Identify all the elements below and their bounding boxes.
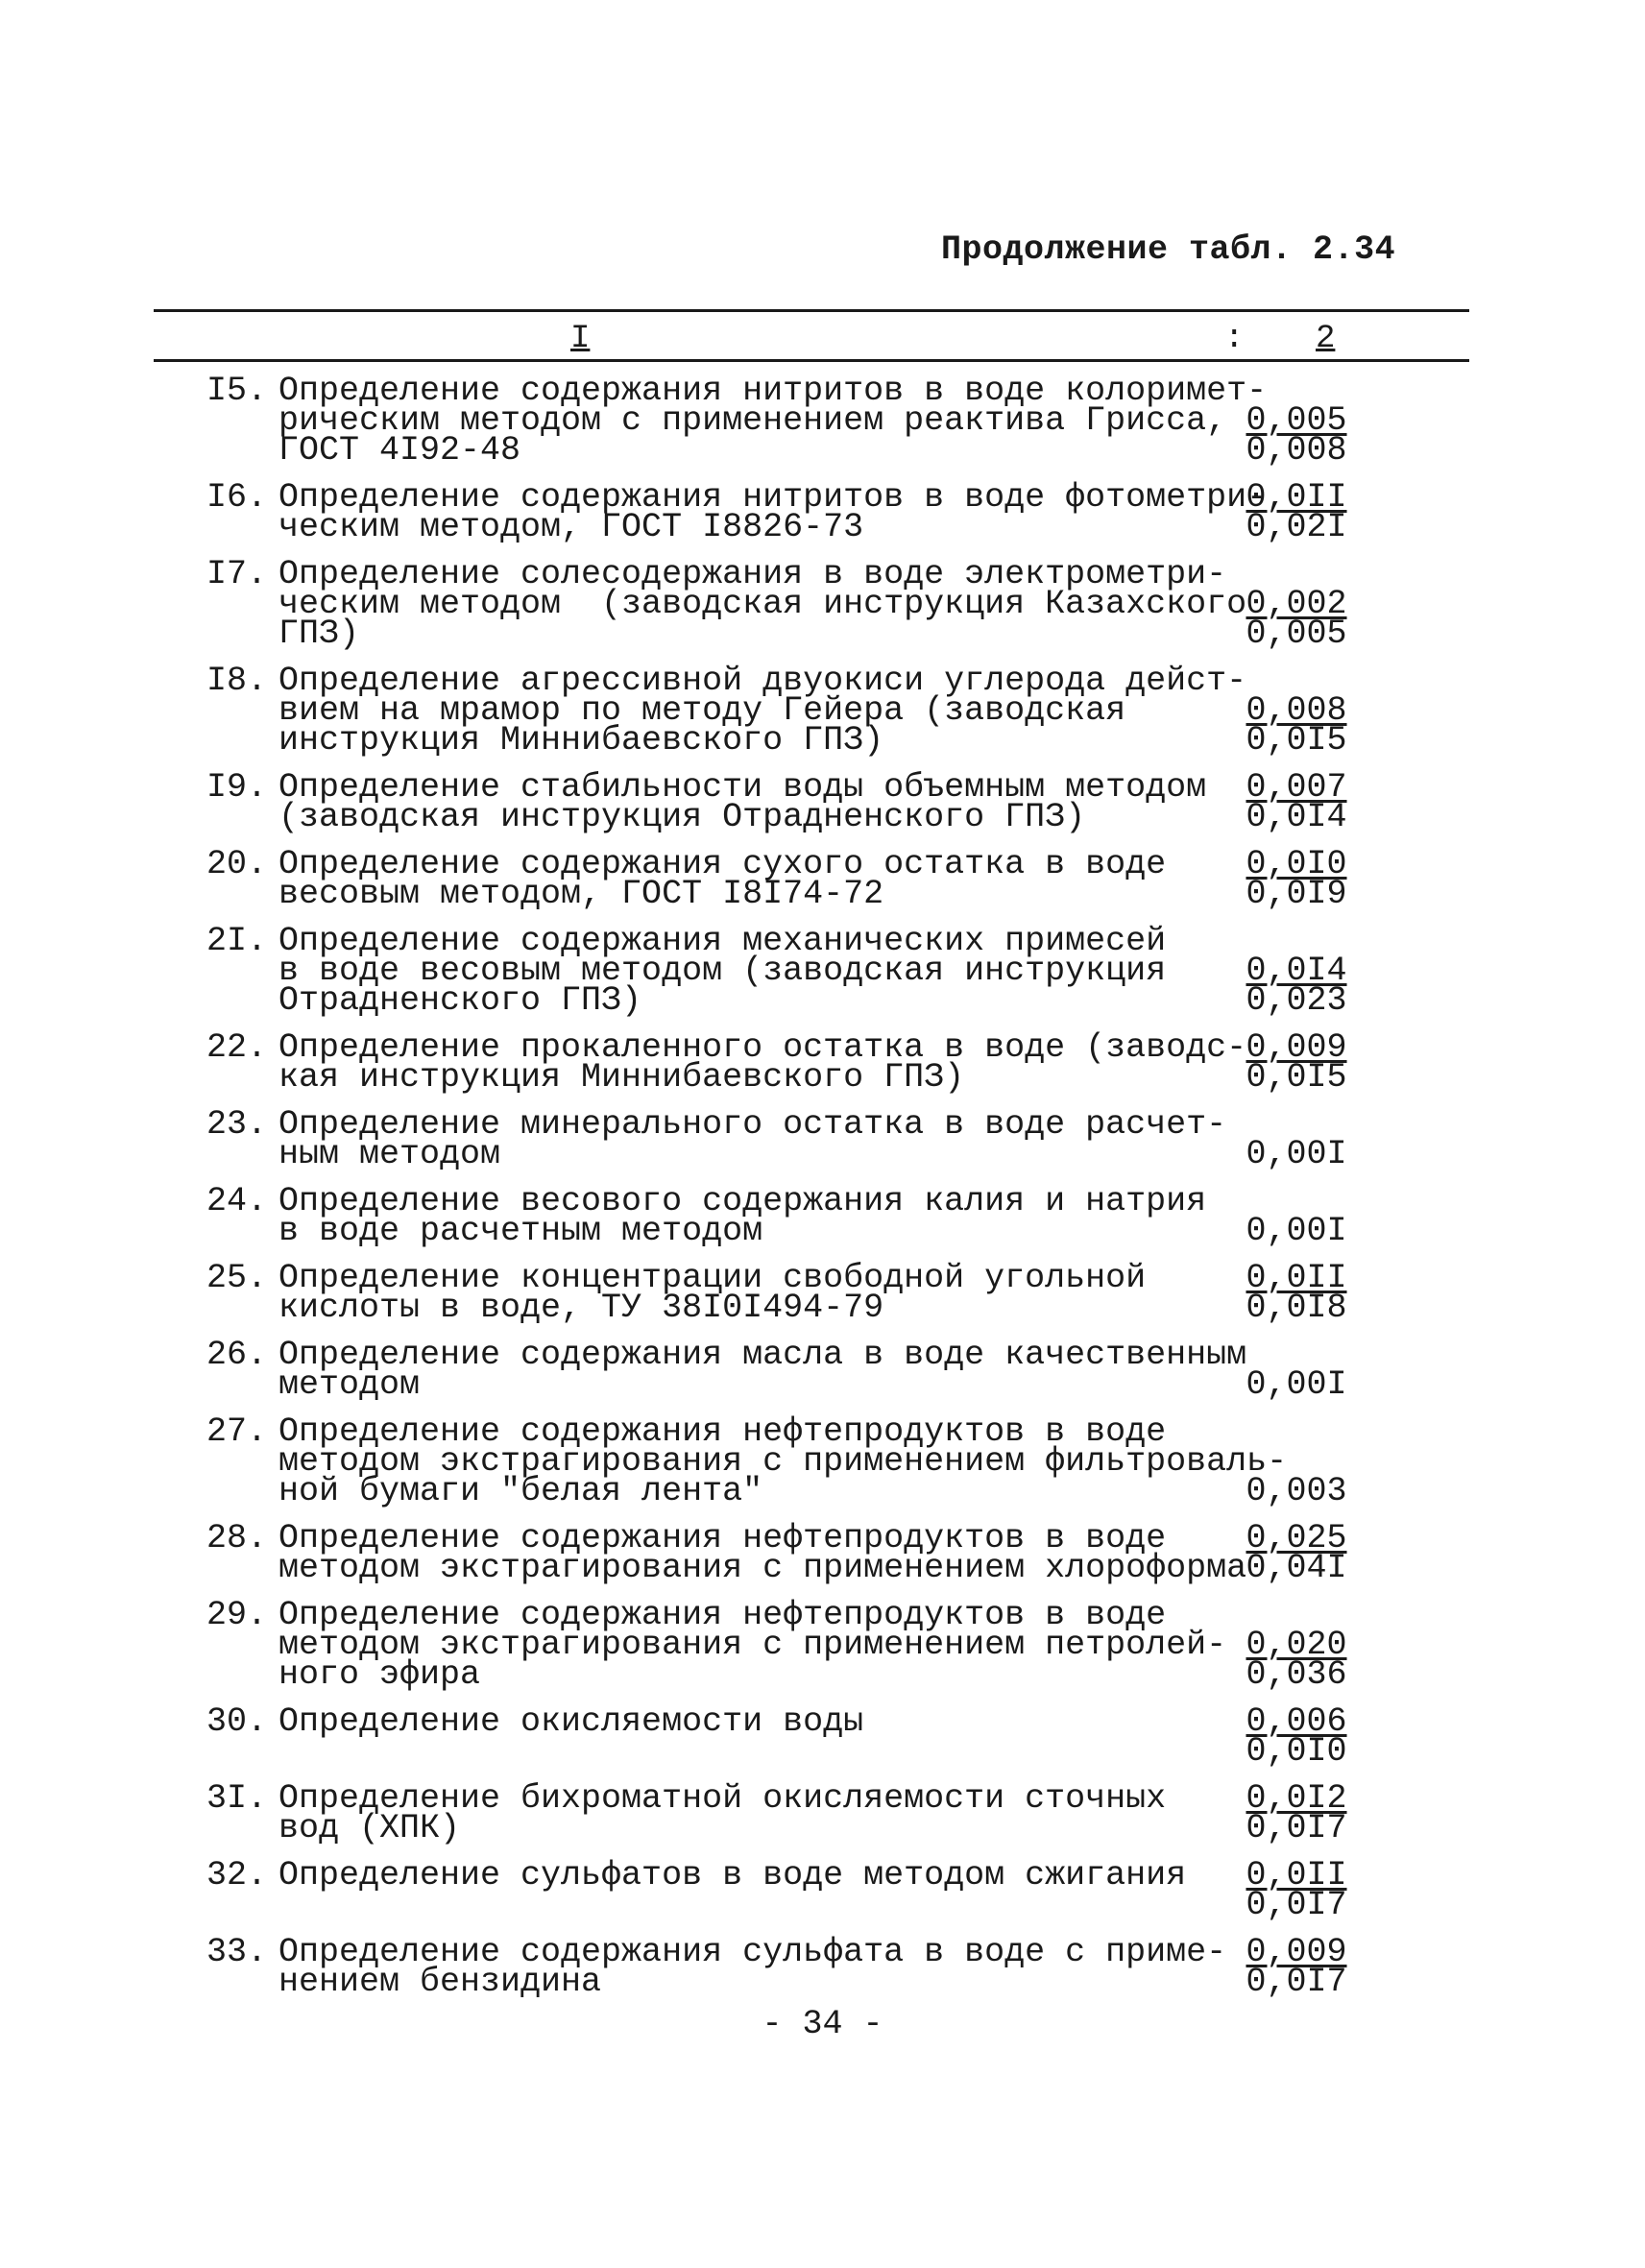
description-line: Отрадненского ГПЗ) <box>278 981 642 1020</box>
table-row <box>182 1028 1364 1097</box>
value-denominator: 0,0I4 <box>1246 798 1347 836</box>
row-value <box>1229 1519 1364 1587</box>
row-value <box>1229 1187 1364 1250</box>
value-numerator: 0,009 <box>1246 1933 1347 1971</box>
row-number: I9. <box>206 768 267 807</box>
row-number: 24. <box>206 1182 267 1220</box>
row-number: 23. <box>206 1105 267 1144</box>
table-row <box>182 1105 1364 1173</box>
description-line: ческим методом, ГОСТ I8826-73 <box>278 508 864 546</box>
row-description <box>278 1259 1229 1327</box>
value-numerator: 0,006 <box>1246 1702 1347 1741</box>
description-line: Определение окисляемости воды <box>278 1702 864 1741</box>
column-header-2: 2 <box>1316 321 1336 357</box>
row-value <box>1229 845 1364 913</box>
description-line: ГПЗ) <box>278 615 360 653</box>
value-denominator: 0,0I8 <box>1246 1289 1347 1327</box>
row-number: 32. <box>206 1856 267 1894</box>
value-numerator: 0,0I4 <box>1246 952 1347 990</box>
value-numerator: 0,0II <box>1246 1856 1347 1894</box>
row-value <box>1229 1340 1364 1404</box>
description-line: ГОСТ 4I92-48 <box>278 431 521 470</box>
value-denominator: 0,005 <box>1246 615 1347 653</box>
description-line: Определение сульфатов в воде методом сжигания <box>278 1856 1187 1894</box>
row-description <box>278 478 1268 546</box>
row-value <box>1229 1933 1364 2001</box>
row-description <box>278 1105 1229 1173</box>
value-denominator: 0,0I7 <box>1246 1886 1347 1924</box>
row-description <box>278 1182 1229 1250</box>
value-denominator: 0,0I9 <box>1246 875 1347 913</box>
row-number: 27. <box>206 1412 267 1451</box>
description-line: методом экстрагирования с применением хлороформа <box>278 1549 1247 1587</box>
row-number: 25. <box>206 1259 267 1297</box>
row-number: 22. <box>206 1028 267 1067</box>
description-line: вод (ХПК) <box>278 1809 461 1847</box>
description-line: Определение прокаленного остатка в воде (заводс- <box>278 1028 1247 1067</box>
row-value <box>1229 560 1364 653</box>
description-line: Определение содержания механических примесей <box>278 922 1167 960</box>
description-line: Определение содержания нитритов в воде фотометри- <box>278 478 1268 517</box>
value-denominator: 0,0I7 <box>1246 1963 1347 2001</box>
page-number: - 34 - <box>762 2005 883 2043</box>
row-value <box>1229 1259 1364 1327</box>
description-line: нением бензидина <box>278 1963 602 2001</box>
table-row <box>182 845 1364 913</box>
description-line: ческим методом (заводская инструкция Казахского <box>278 585 1247 623</box>
value-numerator: 0,0I2 <box>1246 1779 1347 1818</box>
description-line: инструкция Миннибаевского ГПЗ) <box>278 721 884 760</box>
row-number: I6. <box>206 478 267 517</box>
row-number: I5. <box>206 372 267 410</box>
row-description <box>278 1412 1288 1510</box>
value-numerator: 0,025 <box>1246 1519 1347 1557</box>
row-description <box>278 768 1229 836</box>
description-line: Определение весового содержания калия и натрия <box>278 1182 1207 1220</box>
row-description <box>278 555 1247 653</box>
row-value <box>1229 1779 1364 1847</box>
value-numerator: 0,020 <box>1246 1626 1347 1664</box>
description-line: рическим методом с применением реактива Грисса, <box>278 401 1227 440</box>
table-row <box>182 478 1364 546</box>
row-description <box>278 1702 1229 1767</box>
table-row <box>182 922 1364 1020</box>
value-denominator: 0,0I5 <box>1246 1058 1347 1097</box>
description-line: вием на мрамор по методу Гейера (заводская <box>278 691 1126 730</box>
description-line: Определение стабильности воды объемным методом <box>278 768 1207 807</box>
description-line: Определение содержания сульфата в воде с приме- <box>278 1933 1227 1971</box>
row-value <box>1229 376 1364 470</box>
column-header-1: I <box>570 321 591 357</box>
row-value <box>1229 1702 1364 1771</box>
description-line: Определение содержания масла в воде качественным <box>278 1336 1247 1374</box>
description-line: Определение содержания нитритов в воде колоримет- <box>278 372 1268 410</box>
description-line: в воде весовым методом (заводская инструкция <box>278 952 1167 990</box>
value-denominator: 0,008 <box>1246 431 1347 470</box>
description-line: Определение содержания сухого остатка в воде <box>278 845 1167 883</box>
description-line <box>278 1737 1229 1767</box>
description-line <box>278 1891 1229 1920</box>
value-numerator: 0,005 <box>1246 401 1347 440</box>
description-line: методом экстрагирования с применением фильтроваль- <box>278 1442 1288 1481</box>
value-numerator: 0,009 <box>1246 1028 1347 1067</box>
table-row <box>182 1596 1364 1694</box>
row-number: 20. <box>206 845 267 883</box>
description-line: в воде расчетным методом <box>278 1212 763 1250</box>
row-description <box>278 1856 1229 1920</box>
description-line: Определение бихроматной окисляемости сточных <box>278 1779 1167 1818</box>
row-number: 28. <box>206 1519 267 1557</box>
row-number: 33. <box>206 1933 267 1971</box>
value-denominator: 0,04I <box>1246 1549 1347 1587</box>
description-line: кислоты в воде, ТУ 38I0I494-79 <box>278 1289 884 1327</box>
value-numerator: 0,008 <box>1246 691 1347 730</box>
table-body <box>182 372 1364 2015</box>
table-row <box>182 1856 1364 1924</box>
table-caption: Продолжение табл. 2.34 <box>941 230 1396 269</box>
row-description <box>278 1336 1247 1404</box>
row-number: 29. <box>206 1596 267 1634</box>
row-description <box>278 1519 1247 1587</box>
description-line: Определение агрессивной двуокиси углерода дейст- <box>278 662 1247 700</box>
description-line: Определение минерального остатка в воде расчет- <box>278 1105 1227 1144</box>
row-description <box>278 1596 1229 1694</box>
value-numerator: 0,007 <box>1246 768 1347 807</box>
table-header-top-rule <box>154 309 1469 312</box>
row-number: 2I. <box>206 922 267 960</box>
value-denominator: 0,0I7 <box>1246 1809 1347 1847</box>
row-value <box>1229 1417 1364 1510</box>
row-number: 26. <box>206 1336 267 1374</box>
description-line: ного эфира <box>278 1655 481 1694</box>
table-row <box>182 555 1364 653</box>
row-description <box>278 922 1229 1020</box>
row-value <box>1229 1110 1364 1173</box>
row-number: I7. <box>206 555 267 593</box>
table-row <box>182 1182 1364 1250</box>
value-single: 0,00I <box>1246 1212 1347 1250</box>
row-number: 3I. <box>206 1779 267 1818</box>
row-number: I8. <box>206 662 267 700</box>
value-denominator: 0,0I0 <box>1246 1732 1347 1771</box>
row-description <box>278 845 1229 913</box>
value-single: 0,003 <box>1246 1472 1347 1510</box>
table-row <box>182 1702 1364 1771</box>
table-row <box>182 768 1364 836</box>
row-description <box>278 1779 1229 1847</box>
description-line: Определение концентрации свободной угольной <box>278 1259 1147 1297</box>
description-line: методом <box>278 1365 421 1404</box>
description-line: Определение содержания нефтепродуктов в воде <box>278 1519 1167 1557</box>
row-value <box>1229 478 1364 546</box>
table-row <box>182 1412 1364 1510</box>
table-row <box>182 662 1364 760</box>
value-numerator: 0,0II <box>1246 478 1347 517</box>
description-line: (заводская инструкция Отрадненского ГПЗ) <box>278 798 1086 836</box>
row-value <box>1229 1856 1364 1924</box>
row-value <box>1229 666 1364 760</box>
row-value <box>1229 1028 1364 1097</box>
description-line: ным методом <box>278 1135 501 1173</box>
table-row <box>182 1259 1364 1327</box>
row-description <box>278 1028 1247 1097</box>
description-line: Определение содержания нефтепродуктов в воде <box>278 1596 1167 1634</box>
row-description <box>278 1933 1229 2001</box>
value-denominator: 0,036 <box>1246 1655 1347 1694</box>
value-numerator: 0,0II <box>1246 1259 1347 1297</box>
row-value <box>1229 927 1364 1020</box>
table-row <box>182 372 1364 470</box>
table-header-bottom-rule <box>154 359 1469 362</box>
value-numerator: 0,0I0 <box>1246 845 1347 883</box>
column-header-separator: : <box>1224 321 1245 357</box>
value-denominator: 0,023 <box>1246 981 1347 1020</box>
value-denominator: 0,0I5 <box>1246 721 1347 760</box>
description-line: кая инструкция Миннибаевского ГПЗ) <box>278 1058 965 1097</box>
row-number: 30. <box>206 1702 267 1741</box>
table-row <box>182 1519 1364 1587</box>
value-denominator: 0,02I <box>1246 508 1347 546</box>
row-description <box>278 662 1247 760</box>
value-single: 0,00I <box>1246 1365 1347 1404</box>
description-line: Определение содержания нефтепродуктов в воде <box>278 1412 1167 1451</box>
row-description <box>278 372 1268 470</box>
value-single: 0,00I <box>1246 1135 1347 1173</box>
table-row <box>182 1933 1364 2001</box>
table-row <box>182 1779 1364 1847</box>
value-numerator: 0,002 <box>1246 585 1347 623</box>
row-value <box>1229 1601 1364 1694</box>
description-line: Определение солесодержания в воде электрометри- <box>278 555 1227 593</box>
table-row <box>182 1336 1364 1404</box>
description-line: весовым методом, ГОСТ I8I74-72 <box>278 875 884 913</box>
row-value <box>1229 768 1364 836</box>
description-line: методом экстрагирования с применением петролей- <box>278 1626 1227 1664</box>
description-line: ной бумаги "белая лента" <box>278 1472 763 1510</box>
